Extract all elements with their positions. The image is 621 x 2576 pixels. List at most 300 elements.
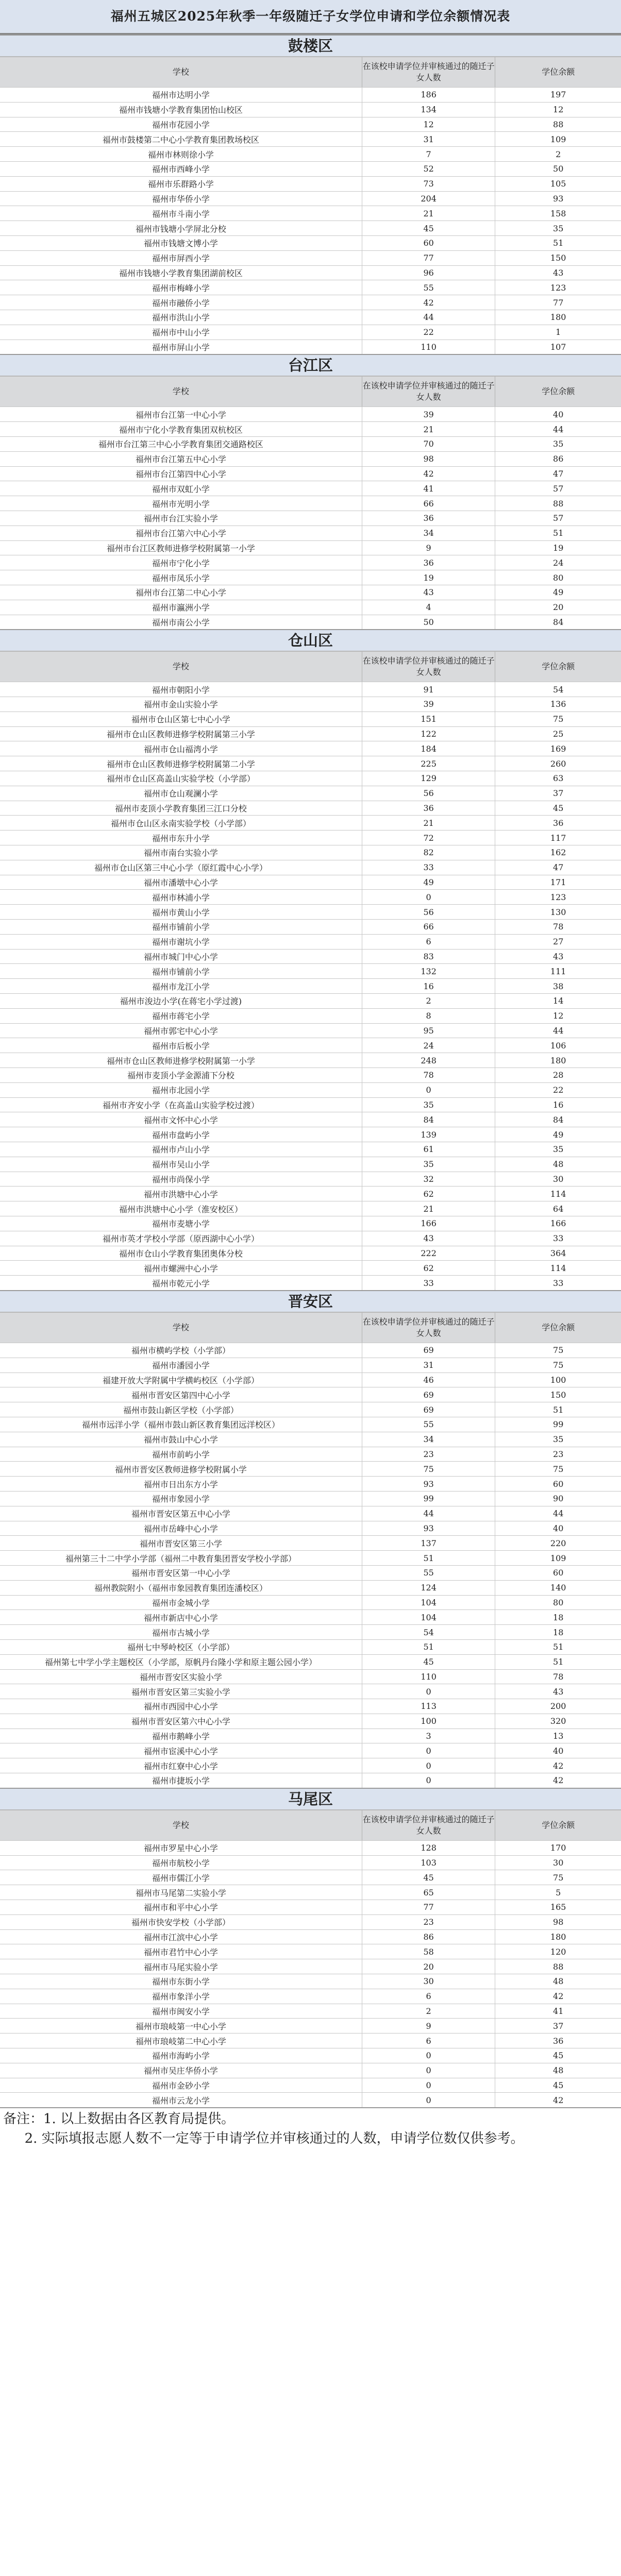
school-name: 福州市钱塘小学教育集团湖前校区 (119, 268, 243, 278)
remaining-seats: 30 (495, 1172, 621, 1187)
applicant-count: 55 (362, 1566, 495, 1580)
remaining-seats: 43 (495, 1684, 621, 1699)
section-title: 马尾区 (0, 1788, 621, 1809)
remaining-seats: 42 (495, 2093, 621, 2107)
remaining-seats: 1 (495, 325, 621, 340)
table-row (0, 919, 621, 934)
school-name: 福州市宦溪中心小学 (143, 1746, 218, 1756)
applicant-count: 51 (362, 1640, 495, 1654)
school-name: 福州市黄山小学 (152, 907, 210, 918)
table-row (0, 615, 621, 630)
header-applicants: 在该校申请学位并审核通过的随迁子女人数 (362, 1810, 495, 1840)
remaining-seats: 109 (495, 132, 621, 146)
table-row (0, 87, 621, 102)
school-name: 福州市南公小学 (152, 617, 210, 628)
remaining-seats: 260 (495, 756, 621, 771)
table-row (0, 904, 621, 919)
remaining-seats: 114 (495, 1187, 621, 1201)
school-name: 福州市仓山福湾小学 (143, 744, 218, 754)
applicant-count: 66 (362, 920, 495, 934)
table-row (0, 875, 621, 890)
table-row (0, 860, 621, 875)
remaining-seats: 12 (495, 103, 621, 117)
table-row (0, 161, 621, 176)
table-row (0, 949, 621, 964)
header-remaining: 学位余额 (495, 1810, 621, 1840)
applicant-count: 72 (362, 831, 495, 845)
applicant-count: 21 (362, 816, 495, 830)
school-name: 福州市齐安小学（在高盖山实验学校过渡） (102, 1100, 259, 1110)
table-header (0, 1809, 621, 1840)
remaining-seats: 13 (495, 1729, 621, 1743)
applicant-count: 56 (362, 905, 495, 919)
school-name: 福州市象洋小学 (152, 1992, 210, 2002)
table-row (0, 1127, 621, 1142)
table-row (0, 1944, 621, 1959)
remaining-seats: 37 (495, 786, 621, 801)
school-name: 福州市融侨小学 (152, 298, 210, 308)
applicant-count: 69 (362, 1402, 495, 1417)
applicant-count: 51 (362, 1551, 495, 1565)
school-name: 福州市晋安区第四中心小学 (131, 1390, 230, 1400)
school-name: 福州市航校小学 (152, 1858, 210, 1869)
remaining-seats: 84 (495, 615, 621, 630)
header-applicants: 在该校申请学位并审核通过的随迁子女人数 (362, 1313, 495, 1343)
remaining-seats: 78 (495, 920, 621, 934)
applicant-count: 58 (362, 1944, 495, 1959)
applicant-count: 113 (362, 1699, 495, 1714)
remaining-seats: 5 (495, 1885, 621, 1900)
applicant-count: 77 (362, 1900, 495, 1914)
school-name: 福州市闽安小学 (152, 2007, 210, 2017)
school-name: 福州市谢坑小学 (152, 937, 210, 947)
table-row (0, 1684, 621, 1699)
applicant-count: 9 (362, 2019, 495, 2033)
table-row (0, 1654, 621, 1669)
section-title: 仓山区 (0, 629, 621, 651)
school-name: 福州市后板小学 (152, 1041, 210, 1051)
school-name: 福州市仓山区教师进修学校附属第三小学 (106, 730, 255, 740)
school-name: 福州市古城小学 (152, 1628, 210, 1638)
table-row (0, 682, 621, 697)
table-row (0, 1506, 621, 1521)
remaining-seats: 88 (495, 496, 621, 511)
remaining-seats: 63 (495, 771, 621, 786)
school-name: 福州市光明小学 (152, 499, 210, 509)
applicant-count: 73 (362, 177, 495, 191)
remaining-seats: 109 (495, 1551, 621, 1565)
applicant-count: 43 (362, 585, 495, 600)
applicant-count: 139 (362, 1127, 495, 1142)
table-row (0, 1914, 621, 1929)
applicant-count: 77 (362, 251, 495, 265)
school-name: 福州市云龙小学 (152, 2095, 210, 2106)
school-name: 福州市郭宅中心小学 (143, 1026, 218, 1037)
school-name: 福州市西园中心小学 (143, 1702, 218, 1712)
table-header (0, 376, 621, 406)
table-row (0, 2018, 621, 2033)
school-name: 福州市仓山区第三中心小学（原红霞中心小学） (94, 863, 267, 873)
table-row (0, 1231, 621, 1246)
school-name: 福州市钱塘文博小学 (143, 239, 218, 249)
applicant-count: 6 (362, 935, 495, 949)
school-name: 福州市潘墩中心小学 (143, 878, 218, 888)
table-row (0, 1372, 621, 1387)
remaining-seats: 44 (495, 422, 621, 436)
table-row (0, 889, 621, 904)
applicant-count: 6 (362, 2033, 495, 2048)
applicant-count: 23 (362, 1915, 495, 1929)
remaining-seats: 106 (495, 1038, 621, 1053)
table-row (0, 815, 621, 830)
remaining-seats: 120 (495, 1944, 621, 1959)
remaining-seats: 20 (495, 600, 621, 615)
remaining-seats: 44 (495, 1506, 621, 1521)
applicant-count: 122 (362, 727, 495, 741)
remaining-seats: 47 (495, 467, 621, 481)
school-name: 福州市晋安区第三小学 (139, 1538, 222, 1549)
header-remaining: 学位余额 (495, 652, 621, 682)
table-row (0, 295, 621, 310)
school-name: 福州市鼓山新区学校（小学部） (123, 1405, 239, 1415)
remaining-seats: 41 (495, 2004, 621, 2019)
school-name: 福州市屏西小学 (152, 253, 210, 264)
table-row (0, 1172, 621, 1187)
applicant-count: 248 (362, 1053, 495, 1067)
applicant-count: 0 (362, 1758, 495, 1773)
school-name: 福州市华侨小学 (152, 194, 210, 204)
school-name: 福州市鹅峰小学 (152, 1732, 210, 1742)
table-row (0, 466, 621, 481)
remaining-seats: 19 (495, 541, 621, 555)
applicant-count: 69 (362, 1387, 495, 1402)
remaining-seats: 78 (495, 1670, 621, 1684)
school-name: 福州市仓山区高盖山实验学校（小学部） (106, 774, 255, 784)
table-row (0, 250, 621, 265)
applicant-count: 44 (362, 310, 495, 325)
applicant-count: 34 (362, 1432, 495, 1447)
table-row (0, 1929, 621, 1944)
school-name: 福州市乐群路小学 (147, 179, 214, 190)
table-row (0, 1082, 621, 1097)
table-row (0, 451, 621, 466)
applicant-count: 56 (362, 786, 495, 801)
applicant-count: 34 (362, 526, 495, 540)
table-row (0, 1097, 621, 1112)
table-row (0, 845, 621, 860)
remaining-seats: 35 (495, 437, 621, 451)
remaining-seats: 18 (495, 1610, 621, 1624)
remaining-seats: 44 (495, 1024, 621, 1038)
applicant-count: 137 (362, 1536, 495, 1550)
table-row (0, 1491, 621, 1506)
applicant-count: 36 (362, 801, 495, 816)
header-remaining: 学位余额 (495, 377, 621, 406)
remaining-seats: 36 (495, 816, 621, 830)
applicant-count: 44 (362, 1506, 495, 1521)
remaining-seats: 88 (495, 1959, 621, 1974)
table-row (0, 1142, 621, 1157)
school-name: 福州市金山实验小学 (143, 700, 218, 710)
school-name: 福州市螺洲中心小学 (143, 1263, 218, 1274)
applicant-count: 16 (362, 979, 495, 993)
remaining-seats: 180 (495, 1053, 621, 1067)
table-row (0, 1714, 621, 1728)
remaining-seats: 75 (495, 712, 621, 726)
remaining-seats: 35 (495, 1432, 621, 1447)
remaining-seats: 51 (495, 236, 621, 250)
note-2: 2. 实际填报志愿人数不一定等于申请学位并审核通过的人数，申请学位数仅供参考。 (24, 2131, 524, 2147)
remaining-seats: 180 (495, 310, 621, 325)
applicant-count: 0 (362, 2048, 495, 2063)
school-name: 福州市宁化小学教育集团双杭校区 (119, 425, 243, 435)
table-row (0, 830, 621, 845)
remaining-seats: 54 (495, 682, 621, 697)
school-name: 福州市琅岐第二中心小学 (135, 2036, 226, 2046)
remaining-seats: 16 (495, 1098, 621, 1112)
remaining-seats: 93 (495, 192, 621, 206)
applicant-count: 0 (362, 2063, 495, 2078)
applicant-count: 84 (362, 1112, 495, 1127)
school-name: 福州市远洋小学（福州市鼓山新区教育集团远洋校区） (81, 1420, 280, 1430)
section-title: 晋安区 (0, 1290, 621, 1312)
table-row (0, 1447, 621, 1462)
table-row (0, 1387, 621, 1402)
remaining-seats: 107 (495, 340, 621, 354)
section-title: 鼓楼区 (0, 35, 621, 56)
school-name: 福州市花园小学 (152, 120, 210, 130)
table-row (0, 481, 621, 496)
remaining-seats: 60 (495, 1566, 621, 1580)
school-name: 福州市吴山小学 (152, 1160, 210, 1170)
table-row (0, 221, 621, 235)
table-row (0, 585, 621, 600)
school-name: 福州市马尾第二实验小学 (135, 1888, 226, 1898)
remaining-seats: 220 (495, 1536, 621, 1550)
applicant-count: 78 (362, 1068, 495, 1082)
applicant-count: 70 (362, 437, 495, 451)
remaining-seats: 36 (495, 2033, 621, 2048)
table-row (0, 540, 621, 555)
applicant-count: 0 (362, 2078, 495, 2093)
applicant-count: 55 (362, 1417, 495, 1432)
remaining-seats: 162 (495, 845, 621, 860)
table-row (0, 1609, 621, 1624)
applicant-count: 24 (362, 1038, 495, 1053)
remaining-seats: 150 (495, 1387, 621, 1402)
note-1: 备注：1. 以上数据由各区教育局提供。 (3, 2111, 235, 2127)
applicant-count: 6 (362, 1989, 495, 2004)
remaining-seats: 158 (495, 206, 621, 221)
remaining-seats: 51 (495, 1655, 621, 1669)
table-row (0, 978, 621, 993)
applicant-count: 3 (362, 1729, 495, 1743)
applicant-count: 151 (362, 712, 495, 726)
remaining-seats: 77 (495, 295, 621, 310)
applicant-count: 98 (362, 452, 495, 466)
table-row (0, 117, 621, 132)
applicant-count: 36 (362, 555, 495, 570)
table-row (0, 421, 621, 436)
table-row (0, 1038, 621, 1053)
applicant-count: 33 (362, 1276, 495, 1290)
remaining-seats: 75 (495, 1343, 621, 1358)
table-row (0, 1521, 621, 1536)
remaining-seats: 60 (495, 1477, 621, 1491)
table-row (0, 1699, 621, 1714)
school-name: 福州市钱塘小学屏北分校 (135, 224, 226, 234)
school-name: 福州市麦顶小学金源浦下分校 (127, 1071, 234, 1081)
school-name: 福州市金城小学 (152, 1598, 210, 1608)
school-name: 福州市晋安区第五中心小学 (131, 1509, 230, 1519)
school-name: 福州市鼓楼第二中心小学教育集团教场校区 (102, 134, 259, 145)
applicant-count: 62 (362, 1261, 495, 1275)
school-name: 福州市晋安区第一中心小学 (131, 1568, 230, 1579)
applicant-count: 222 (362, 1246, 495, 1261)
remaining-seats: 180 (495, 1930, 621, 1944)
remaining-seats: 33 (495, 1231, 621, 1246)
applicant-count: 99 (362, 1492, 495, 1506)
school-name: 福州市琅岐第一中心小学 (135, 2021, 226, 2031)
remaining-seats: 75 (495, 1870, 621, 1885)
table-row (0, 1417, 621, 1432)
table-row (0, 801, 621, 816)
applicant-count: 21 (362, 422, 495, 436)
table-row (0, 1275, 621, 1290)
applicant-count: 0 (362, 1083, 495, 1097)
school-name: 福州市仓山小学教育集团奥体分校 (119, 1248, 243, 1259)
remaining-seats: 45 (495, 2078, 621, 2093)
remaining-seats: 50 (495, 162, 621, 176)
school-name: 福州市麦塘小学 (152, 1219, 210, 1229)
remaining-seats: 136 (495, 697, 621, 711)
table-row (0, 1565, 621, 1580)
applicant-count: 93 (362, 1477, 495, 1491)
table-row (0, 511, 621, 526)
applicant-count: 42 (362, 467, 495, 481)
table-row (0, 1728, 621, 1743)
school-name: 福州市洪山小学 (152, 313, 210, 323)
table-row (0, 2048, 621, 2063)
remaining-seats: 48 (495, 2063, 621, 2078)
school-name: 福州市台江第四中心小学 (135, 469, 226, 479)
applicant-count: 83 (362, 950, 495, 964)
table-row (0, 1885, 621, 1900)
school-name: 福州市鼓山中心小学 (143, 1435, 218, 1445)
applicant-count: 186 (362, 88, 495, 102)
school-name: 福州第七中学小学主题校区（小学部，原帆丹台隆小学和原主题公园小学） (44, 1657, 317, 1668)
table-row (0, 2033, 621, 2048)
table-row (0, 570, 621, 585)
school-name: 福州市中山小学 (152, 328, 210, 338)
remaining-seats: 42 (495, 1773, 621, 1788)
table-row (0, 526, 621, 540)
school-name: 福州市晋安区教师进修学校附属小学 (114, 1464, 247, 1475)
table-row (0, 1053, 621, 1067)
school-name: 福州市象园小学 (152, 1494, 210, 1504)
school-name: 福州市台江实验小学 (143, 514, 218, 524)
school-name: 福州市横屿学校（小学部） (131, 1346, 230, 1356)
applicant-count: 95 (362, 1024, 495, 1038)
applicant-count: 86 (362, 1930, 495, 1944)
applicant-count: 104 (362, 1596, 495, 1610)
remaining-seats: 27 (495, 935, 621, 949)
school-name: 福州市红寮中心小学 (143, 1761, 218, 1771)
school-name: 福州市达明小学 (152, 90, 210, 100)
remaining-seats: 197 (495, 88, 621, 102)
header-school: 学校 (172, 1322, 189, 1332)
table-row (0, 1402, 621, 1417)
remaining-seats: 40 (495, 1743, 621, 1758)
page-title: 福州五城区2025年秋季一年级随迁子女学位申请和学位余额情况表 (0, 0, 621, 35)
remaining-seats: 80 (495, 570, 621, 585)
table-row (0, 1432, 621, 1447)
table-row (0, 1974, 621, 1989)
school-name: 福州市屏山小学 (152, 342, 210, 352)
applicant-count: 93 (362, 1521, 495, 1536)
applicant-count: 23 (362, 1447, 495, 1462)
school-name: 福州市仓山区永南实验学校（小学部） (110, 818, 251, 828)
table-row (0, 206, 621, 221)
applicant-count: 35 (362, 1098, 495, 1112)
remaining-seats: 140 (495, 1581, 621, 1595)
remaining-seats: 98 (495, 1915, 621, 1929)
school-name: 福州市东街小学 (152, 1977, 210, 1987)
table-row (0, 1343, 621, 1358)
remaining-seats: 48 (495, 1157, 621, 1172)
applicant-count: 128 (362, 1841, 495, 1855)
table-row (0, 1870, 621, 1885)
table-row (0, 555, 621, 570)
school-name: 福州市吴庄华侨小学 (143, 2066, 218, 2076)
remaining-seats: 35 (495, 1142, 621, 1157)
table-row (0, 1067, 621, 1082)
remaining-seats: 130 (495, 905, 621, 919)
school-name: 福州市钱塘小学教育集团怡山校区 (119, 105, 243, 115)
applicant-count: 65 (362, 1885, 495, 1900)
remaining-seats: 51 (495, 1402, 621, 1417)
table-row (0, 325, 621, 340)
remaining-seats: 88 (495, 117, 621, 132)
school-name: 福州市浚边小学(在蒋宅小学过渡) (120, 996, 242, 1007)
remaining-seats: 2 (495, 147, 621, 161)
school-name: 福州市双虹小学 (152, 484, 210, 494)
applicant-count: 66 (362, 496, 495, 511)
tables-container (0, 35, 621, 2107)
applicant-count: 100 (362, 1714, 495, 1728)
school-name: 福州市卢山小学 (152, 1145, 210, 1155)
remaining-seats: 30 (495, 1856, 621, 1870)
remaining-seats: 48 (495, 1974, 621, 1989)
remaining-seats: 43 (495, 266, 621, 280)
applicant-count: 31 (362, 132, 495, 146)
school-name: 福州市海屿小学 (152, 2051, 210, 2061)
remaining-seats: 57 (495, 481, 621, 496)
applicant-count: 184 (362, 741, 495, 756)
header-school: 学校 (172, 662, 189, 672)
applicant-count: 60 (362, 236, 495, 250)
school-name: 福州市宁化小学 (152, 558, 210, 568)
table-row (0, 102, 621, 117)
header-applicants: 在该校申请学位并审核通过的随迁子女人数 (362, 57, 495, 87)
table-row (0, 756, 621, 771)
remaining-seats: 64 (495, 1201, 621, 1216)
table-row (0, 993, 621, 1008)
remaining-seats: 123 (495, 280, 621, 295)
table-row (0, 265, 621, 280)
applicant-count: 0 (362, 1773, 495, 1788)
table-row (0, 2092, 621, 2107)
